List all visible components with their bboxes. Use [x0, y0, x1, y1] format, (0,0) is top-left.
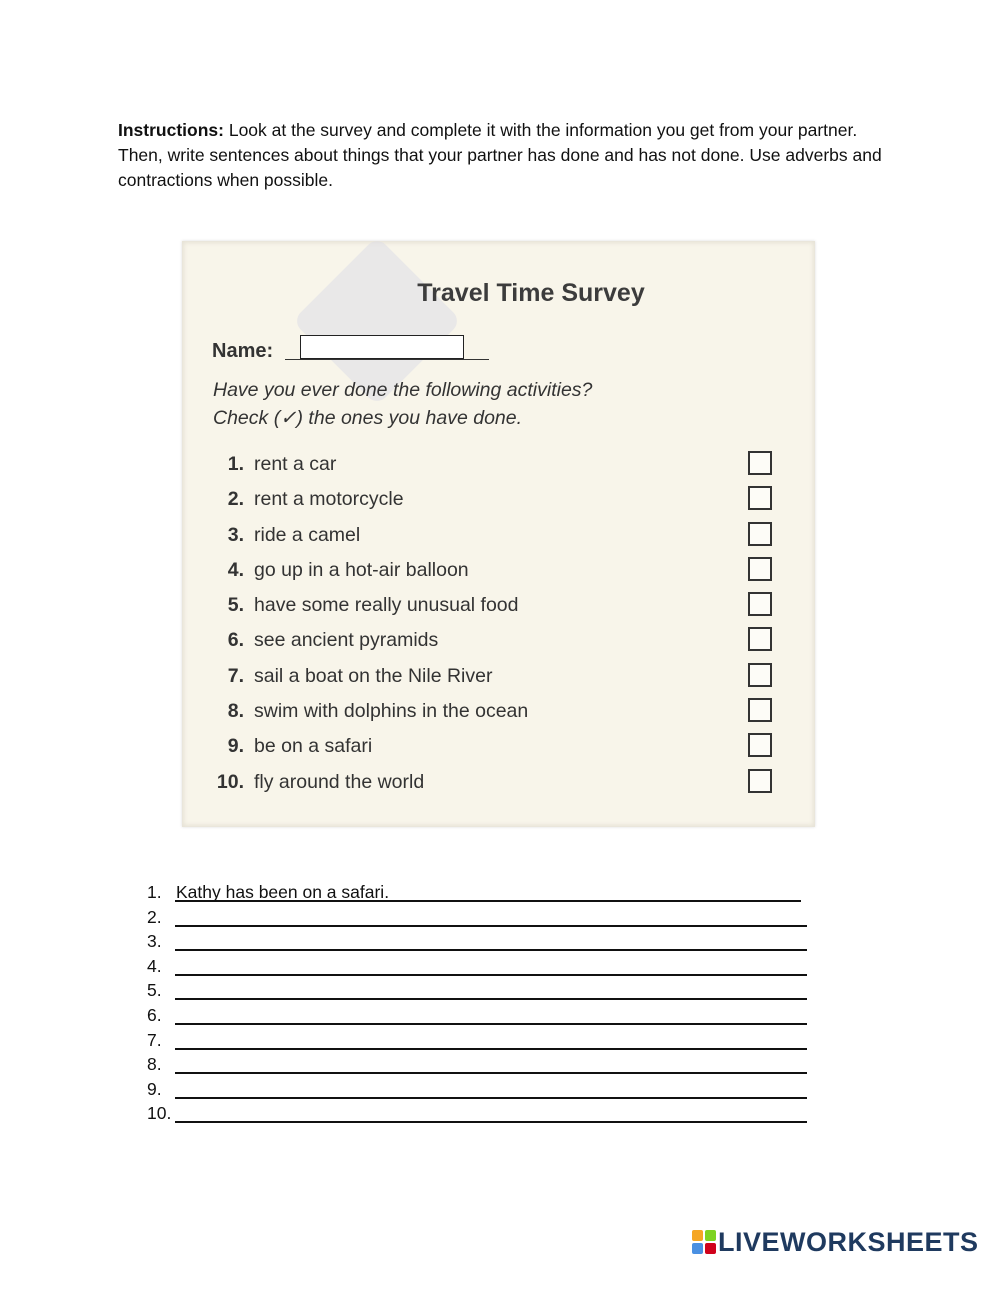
answer-input[interactable] [175, 931, 807, 951]
activity-text: be on a safari [254, 735, 373, 758]
answer-line-item [147, 1030, 807, 1055]
activity-text: go up in a hot-air balloon [254, 558, 469, 581]
answer-number: 1. [147, 882, 162, 902]
activity-item [212, 769, 792, 804]
answer-input[interactable] [175, 1103, 807, 1123]
name-input[interactable] [300, 335, 464, 359]
activity-item [212, 627, 792, 662]
logo-square [692, 1243, 703, 1254]
activity-checkbox[interactable] [748, 663, 772, 687]
answer-line-item [147, 980, 807, 1005]
activity-checkbox[interactable] [748, 557, 772, 581]
logo-text: LIVEWORKSHEETS [718, 1227, 979, 1257]
answer-list [147, 882, 807, 1128]
answer-number: 7. [147, 1029, 162, 1050]
survey-card [182, 241, 815, 827]
logo-square [705, 1243, 716, 1254]
activity-checkbox[interactable] [748, 698, 772, 722]
activity-text: have some really unusual food [254, 594, 519, 617]
name-underline [285, 359, 489, 360]
activity-text: see ancient pyramids [254, 629, 439, 652]
activity-item [212, 663, 792, 698]
activity-number: 4. [227, 558, 244, 581]
answer-number: 2. [147, 906, 162, 927]
activity-item [212, 698, 792, 733]
activity-text: rent a motorcycle [254, 488, 404, 511]
answer-number: 10. [147, 1103, 172, 1124]
survey-title: Travel Time Survey [417, 279, 645, 307]
activity-text: ride a camel [254, 523, 361, 546]
activity-number: 3. [227, 523, 244, 546]
activity-number: 7. [227, 664, 244, 687]
activity-number: 2. [227, 488, 244, 511]
activity-item [212, 486, 792, 521]
activity-text: swim with dolphins in the ocean [254, 700, 529, 723]
logo-square [705, 1230, 716, 1241]
answer-line-item [147, 1103, 807, 1128]
activity-number: 6. [227, 629, 244, 652]
instructions-label: Instructions: [118, 120, 224, 140]
liveworksheets-logo [692, 1227, 979, 1257]
activity-list [212, 451, 792, 804]
answer-line-item [147, 907, 807, 932]
answer-line-item [147, 882, 807, 907]
activity-checkbox[interactable] [748, 522, 772, 546]
activity-number: 1. [227, 453, 244, 475]
answer-input[interactable] [175, 1005, 807, 1025]
activity-checkbox[interactable] [748, 451, 772, 475]
answer-number: 3. [147, 931, 162, 952]
answer-input[interactable] [175, 907, 807, 927]
answer-input[interactable] [175, 956, 807, 976]
instructions-text: Look at the survey and complete it with the information you get from your partner. Then, write sentences about things that your partner has done and has not done. Use adverbs and contractions when possible. [118, 120, 882, 190]
activity-checkbox[interactable] [748, 486, 772, 510]
logo-icon [692, 1230, 716, 1254]
activity-text: fly around the world [254, 770, 425, 793]
answer-line-item [147, 1005, 807, 1030]
answer-number: 8. [147, 1054, 162, 1075]
answer-line-item [147, 931, 807, 956]
activity-checkbox[interactable] [748, 769, 772, 793]
answer-input[interactable] [175, 1079, 807, 1099]
activity-number: 10. [216, 770, 244, 793]
answer-input[interactable] [175, 980, 807, 1000]
answer-number: 6. [147, 1004, 162, 1025]
activity-number: 8. [227, 700, 244, 723]
activity-checkbox[interactable] [748, 627, 772, 651]
answer-input[interactable] [175, 1030, 807, 1050]
activity-item [212, 592, 792, 627]
activity-checkbox[interactable] [748, 592, 772, 616]
answer-input[interactable] [175, 1054, 807, 1074]
activity-item [212, 557, 792, 592]
answer-number: 5. [147, 980, 162, 1001]
answer-number: 9. [147, 1078, 162, 1099]
answer-number: 4. [147, 955, 162, 976]
question-line-1: Have you ever done the following activities? [213, 379, 593, 401]
answer-line-item [147, 956, 807, 981]
activity-checkbox[interactable] [748, 733, 772, 757]
name-label: Name: [212, 340, 274, 362]
activity-text: sail a boat on the Nile River [254, 664, 493, 687]
activity-text: rent a car [254, 453, 337, 475]
activity-item [212, 522, 792, 557]
question-line-2: Check (✓) the ones you have done. [213, 407, 523, 429]
activity-number: 5. [227, 594, 244, 617]
activity-item [212, 733, 792, 768]
answer-line-item [147, 1054, 807, 1079]
answer-text: Kathy has been on a safari. [176, 882, 390, 902]
logo-square [692, 1230, 703, 1241]
instructions [118, 118, 893, 193]
activity-item [212, 451, 792, 486]
answer-line-item [147, 1079, 807, 1104]
activity-number: 9. [227, 735, 244, 758]
survey-question [213, 376, 733, 432]
